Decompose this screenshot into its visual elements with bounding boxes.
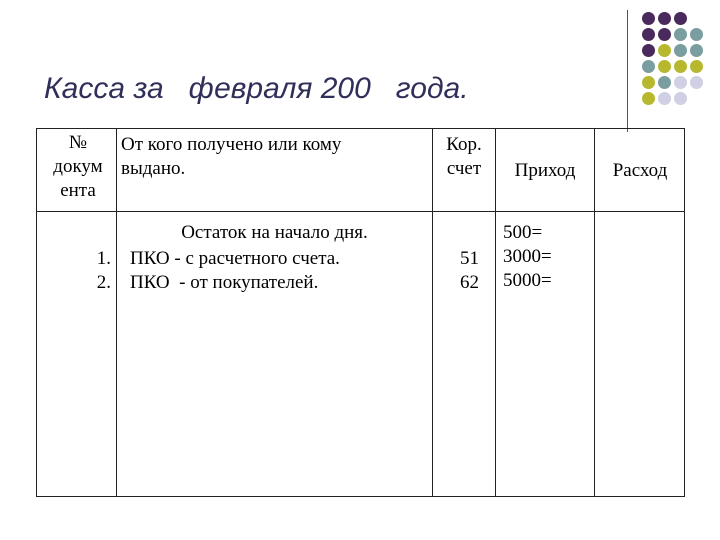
body-doc-numbers: 1. 2. <box>96 248 111 293</box>
decorative-dot <box>658 60 671 73</box>
header-income: Приход <box>514 160 576 181</box>
decorative-dot <box>674 28 687 41</box>
header-from-whom: От кого получено или кому выдано. <box>121 134 342 179</box>
header-divider <box>37 211 684 212</box>
decorative-dot <box>642 12 655 25</box>
body-from-whom: ПКО - с расчетного счета. ПКО - от покупателей. <box>130 248 340 293</box>
decorative-dot <box>690 60 703 73</box>
decorative-dot <box>642 60 655 73</box>
header-expense: Расход <box>612 160 668 181</box>
body-income-values: 500= 3000= 5000= <box>503 222 552 291</box>
decorative-dot <box>690 76 703 89</box>
decorative-dot <box>674 76 687 89</box>
decorative-dot <box>674 12 687 25</box>
decorative-dot <box>642 92 655 105</box>
decorative-dot <box>642 28 655 41</box>
decorative-dot <box>658 92 671 105</box>
header-doc-number: № докум ента <box>53 132 103 201</box>
decorative-dot <box>690 28 703 41</box>
decorative-dot <box>674 92 687 105</box>
decorative-dot <box>642 76 655 89</box>
column-divider <box>495 129 496 496</box>
column-divider <box>594 129 595 496</box>
header-corr-account: Кор. счет <box>446 134 482 179</box>
decorative-dot <box>674 60 687 73</box>
decorative-dot <box>658 44 671 57</box>
decorative-dot <box>658 76 671 89</box>
cash-book-table <box>36 128 685 497</box>
column-divider <box>116 129 117 496</box>
body-corr-accounts: 51 62 <box>460 248 479 293</box>
decorative-dot <box>658 28 671 41</box>
decorative-dot <box>658 12 671 25</box>
column-divider <box>432 129 433 496</box>
decorative-dot <box>674 44 687 57</box>
decorative-dot <box>642 44 655 57</box>
page-title: Касса за февраля 200 года. <box>44 72 469 105</box>
decorative-dot <box>690 44 703 57</box>
decorative-dot-grid <box>640 10 720 120</box>
opening-balance-label: Остаток на начало дня. <box>181 222 368 243</box>
decorative-divider <box>627 10 628 132</box>
